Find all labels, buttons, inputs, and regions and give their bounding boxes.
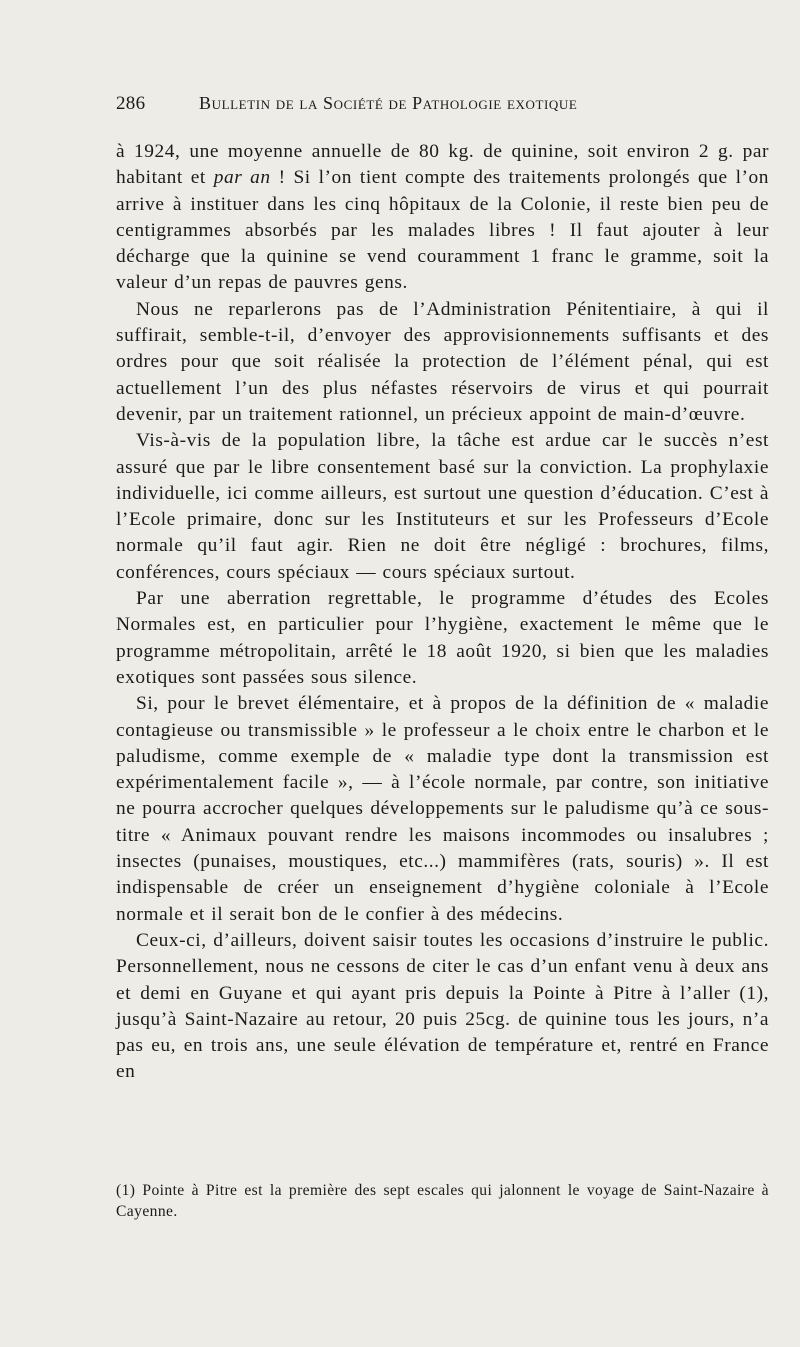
italic-emphasis: par an (213, 167, 271, 189)
page-number: 286 (116, 93, 146, 114)
paragraph: Par une aberration regrettable, le programme d’études des Ecoles Normales est, en particulier pour l’hygiène, exactement le même que le programme métropolitain, arrêté le 18 août 1920, si bien que les maladies exotiques sont passées sous silence. (116, 588, 769, 688)
running-title: Bulletin de la Société de Pathologie exotique (199, 93, 578, 113)
paragraph-continuation (116, 139, 769, 297)
body-text (116, 139, 769, 1086)
paragraph-text: à 1924, une moyenne annuelle de 80 kg. de quinine, soit environ 2 g. par habitant et (116, 141, 769, 189)
paragraph: Ceux-ci, d’ailleurs, doivent saisir toutes les occasions d’instruire le public. Personnellement, nous ne cessons de citer le cas d’un enfant venu à deux ans et demi en Guyane et qui ayant pris depuis la Pointe à Pitre à l’aller (1), jusqu’à Saint-Nazaire au retour, 20 puis 25cg. de quinine tous les jours, n’a pas eu, en trois ans, une seule élévation de température et, rentré en France en (116, 929, 769, 1083)
paragraph: Si, pour le brevet élémentaire, et à propos de la définition de « maladie contagieuse ou transmissible » le professeur a le choix entre le charbon et le paludisme, comme exemple de « maladie type dont la transmission est expérimentalement facile », — à l’école normale, par contre, son initiative ne pourra accrocher quelques développements sur le paludisme qu’à ce sous-titre « Animaux pouvant rendre les maisons incommodes ou insalubres ; insectes (punaises, moustiques, etc...) mammifères (rats, souris) ». Il est indispensable de créer un enseignement d’hygiène coloniale à l’Ecole normale et il serait bon de le confier à des médecins. (116, 693, 769, 925)
paragraph: Vis-à-vis de la population libre, la tâche est ardue car le succès n’est assuré que par le libre consentement basé sur la conviction. La prophylaxie individuelle, ici comme ailleurs, est surtout une question d’éducation. C’est à l’Ecole primaire, donc sur les Instituteurs et sur les Professeurs d’Ecole normale qu’il faut agir. Rien ne doit être négligé : brochures, films, conférences, cours spéciaux — cours spéciaux surtout. (116, 430, 769, 583)
footnote-text: (1) Pointe à Pitre est la première des sept escales qui jalonnent le voyage de Saint-Nazaire à Cayenne. (116, 1182, 769, 1220)
running-head (116, 93, 676, 123)
paragraph: Nous ne reparlerons pas de l’Administration Pénitentiaire, à qui il suffirait, semble-t-il, d’envoyer des approvisionnements suffisants et des ordres pour que soit réalisée la protection de l’élément pénal, qui est actuellement l’un des plus néfastes réservoirs de virus et qui pourrait devenir, par un traitement rationnel, un précieux appoint de main-d’œuvre. (116, 298, 769, 425)
footnote (116, 1180, 769, 1222)
paragraph-text: ! Si l’on tient compte des traitements prolongés que l’on arrive à instituer dans les cinq hôpitaux de la Colonie, il reste bien peu de centigrammes absorbés par les malades libres ! Il faut ajouter à leur décharge que la quinine se vend couramment 1 franc le gramme, soit la valeur d’un repas de pauvres gens. (116, 167, 770, 294)
